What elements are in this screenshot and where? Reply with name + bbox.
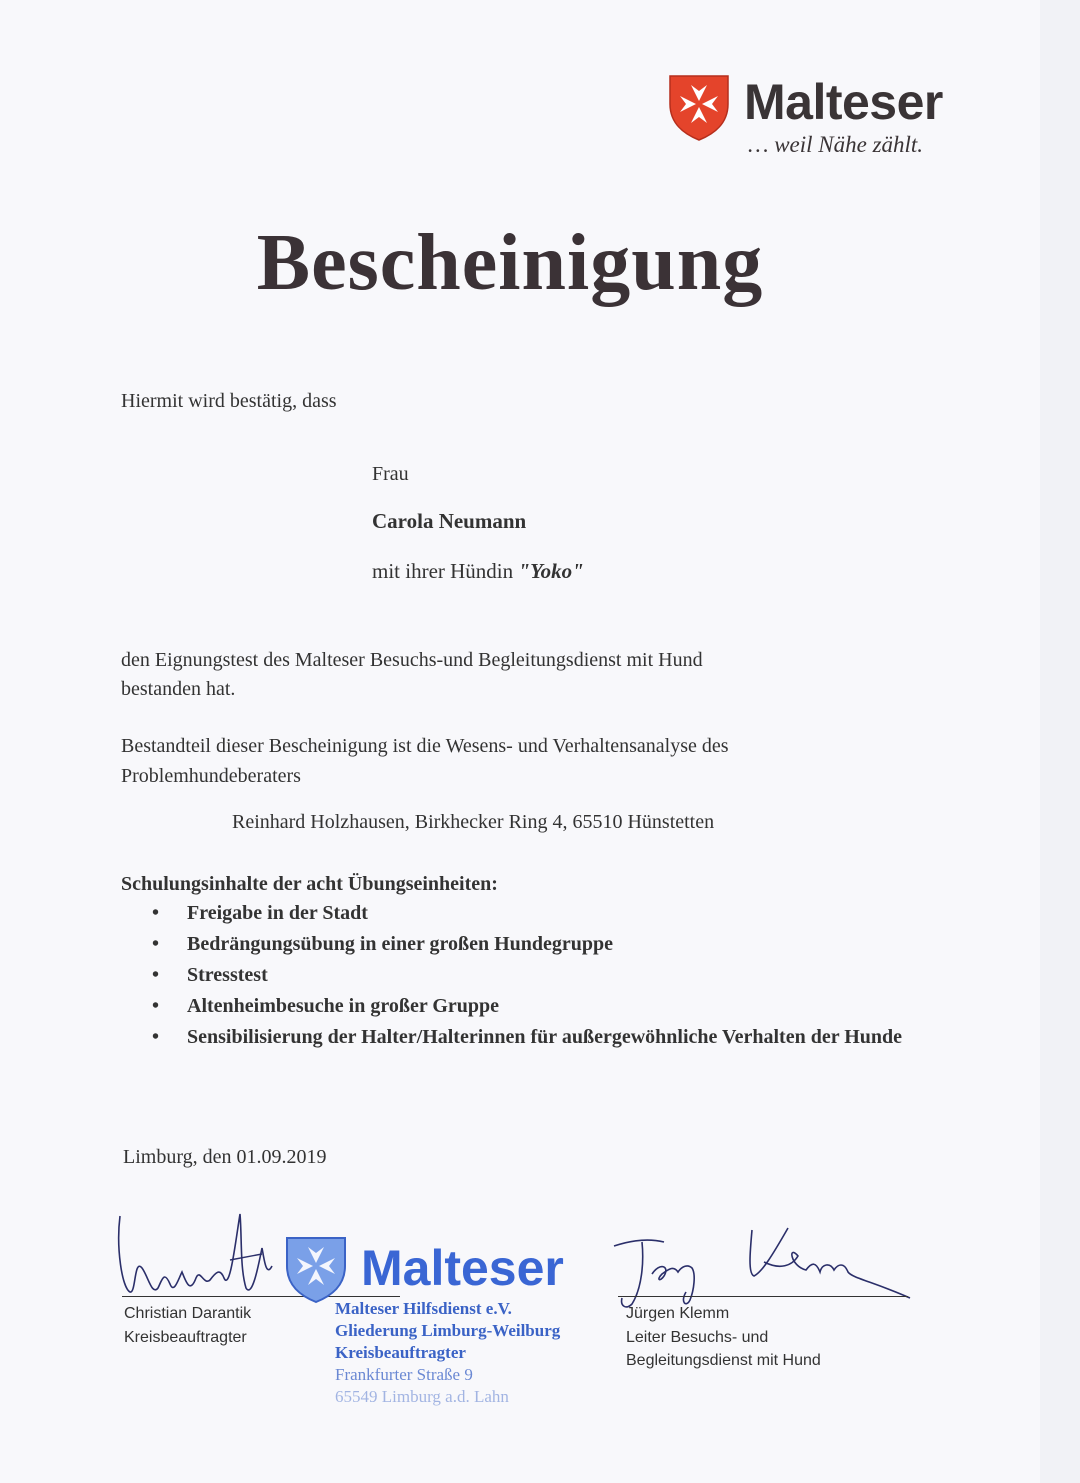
paragraph-1-line-1: den Eignungstest des Malteser Besuchs-und Begleitungsdienst mit Hund (121, 649, 703, 671)
dog-line (372, 556, 584, 586)
signer-right-role-line-2: Begleitungsdienst mit Hund (626, 1352, 821, 1369)
stamp-line: 65549 Limburg a.d. Lahn (335, 1387, 509, 1406)
stamp-wordmark: Malteser (361, 1240, 564, 1296)
organization-stamp (285, 1236, 585, 1416)
list-item: • Altenheimbesuche in großer Gruppe (150, 991, 907, 1022)
stamp-line: Kreisbeauftragter (335, 1343, 466, 1362)
list-item: • Freigabe in der Stadt (150, 898, 907, 929)
intro-text: Hiermit wird bestätig, dass (121, 390, 337, 412)
list-item: • Stresstest (150, 960, 907, 991)
training-heading: Schulungsinhalte der acht Übungseinheiten: (121, 873, 498, 895)
list-item: • Bedrängungsübung in einer großen Hundegruppe (150, 929, 907, 960)
advisor-address: Reinhard Holzhausen, Birkhecker Ring 4, 65510 Hünstetten (232, 811, 715, 833)
stamp-shield-icon (285, 1236, 347, 1304)
signer-left-role: Kreisbeauftragter (124, 1329, 247, 1346)
malteser-logo (668, 74, 958, 164)
signer-right-name: Jürgen Klemm (626, 1305, 730, 1322)
salutation: Frau (372, 463, 409, 485)
place-date: Limburg, den 01.09.2019 (123, 1146, 327, 1168)
list-item: • Sensibilisierung der Halter/Halterinnen für außergewöhnliche Verhalten der Hunde (150, 1022, 907, 1053)
recipient-name: Carola Neumann (372, 509, 527, 533)
maltese-cross-shield-icon (668, 74, 730, 142)
document-title: Bescheinigung (256, 219, 764, 307)
dog-prefix: mit ihrer Hündin (372, 559, 519, 583)
training-list (150, 898, 907, 1053)
paragraph-1-line-2: bestanden hat. (121, 678, 236, 700)
stamp-address (335, 1298, 560, 1408)
logo-wordmark: Malteser (744, 74, 943, 130)
logo-slogan: … weil Nähe zählt. (748, 132, 924, 157)
dog-name: "Yoko" (518, 559, 584, 583)
signer-right-role-line-1: Leiter Besuchs- und (626, 1329, 769, 1346)
paragraph-2-line-2: Problemhundeberaters (121, 765, 301, 787)
stamp-line: Frankfurter Straße 9 (335, 1365, 473, 1384)
signature-left (112, 1208, 277, 1303)
stamp-line: Malteser Hilfsdienst e.V. (335, 1299, 512, 1318)
signer-left-name: Christian Darantik (124, 1305, 252, 1322)
signature-line-right (618, 1296, 908, 1297)
paper-edge (1040, 0, 1080, 1483)
signature-right (612, 1222, 912, 1312)
stamp-line: Gliederung Limburg-Weilburg (335, 1321, 561, 1340)
paragraph-2-line-1: Bestandteil dieser Bescheinigung ist die Wesens- und Verhaltensanalyse des (121, 735, 729, 757)
